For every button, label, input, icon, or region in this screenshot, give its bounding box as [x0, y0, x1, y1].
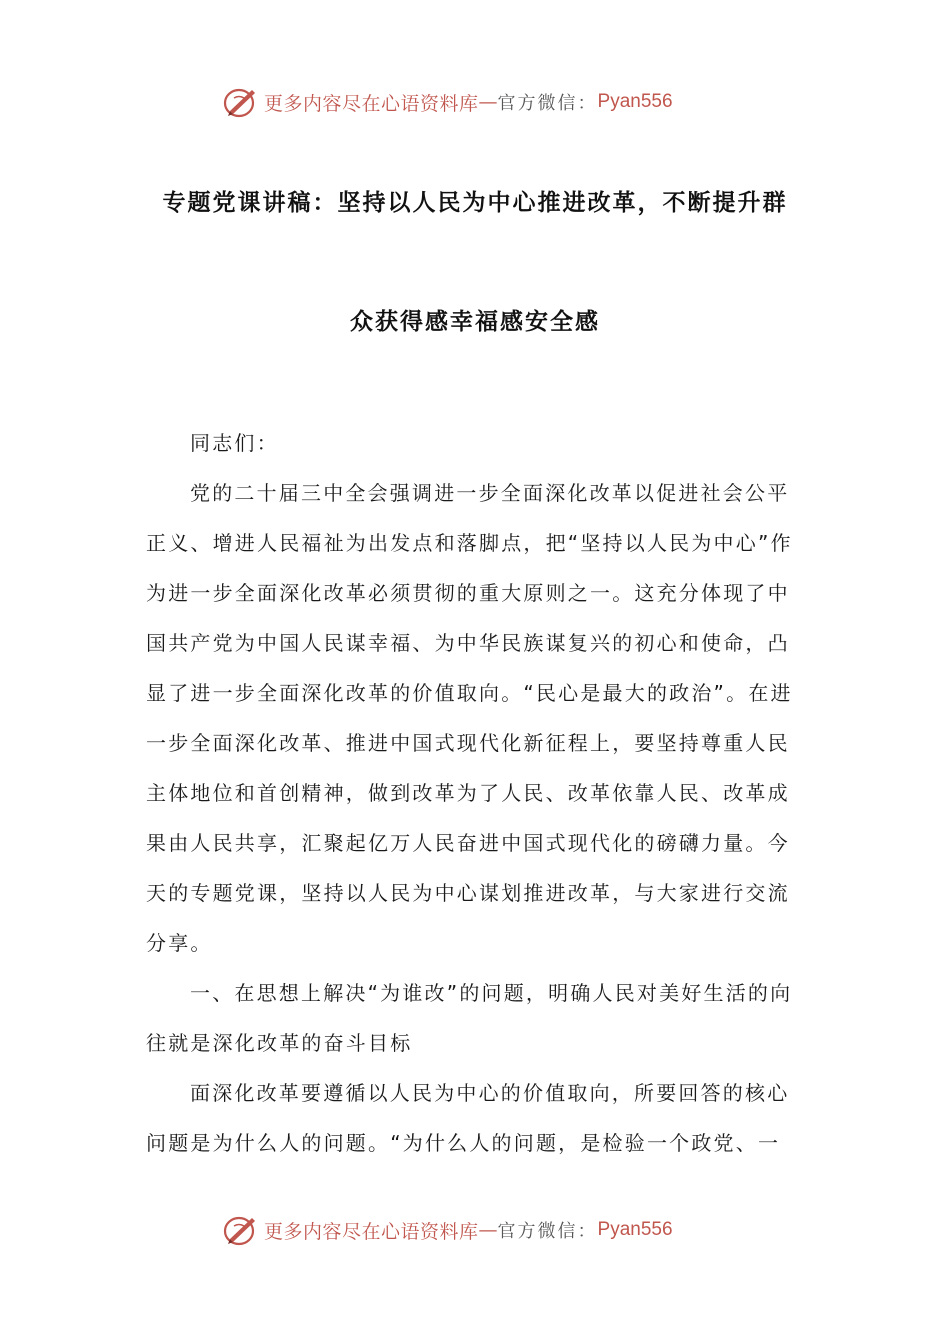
pen-logo-icon [222, 1212, 260, 1248]
banner-wechat-id: Pyan556 [597, 1219, 673, 1240]
banner-main-text: 更多内容尽在心语资料库 [264, 1220, 479, 1243]
banner-separator: — [478, 91, 498, 113]
header-banner [0, 82, 950, 122]
document-title-line2: 众获得感幸福感安全感 [350, 309, 600, 335]
banner-wechat-label: 官方微信： [497, 1221, 598, 1242]
banner-main-text: 更多内容尽在心语资料库 [264, 92, 479, 115]
pen-logo-icon [222, 84, 260, 120]
banner-separator: — [478, 1219, 498, 1241]
body-paragraph: 党的二十届三中全会强调进一步全面深化改革以促进社会公平正义、增进人民福祉为出发点和落脚点，把“坚持以人民为中心”作为进一步全面深化改革必须贯彻的重大原则之一。这充分体现了中国共产党为中国人民谋幸福、为中华民族谋复兴的初心和使命，凸显了进一步全面深化改革的价值取向。“民心是最大的政治”。在进一步全面深化改革、推进中国式现代化新征程上，要坚持尊重人民主体地位和首创精神，做到改革为了人民、改革依靠人民、改革成果由人民共享，汇聚起亿万人民奋进中国式现代化的磅礴力量。今天的专题党课，坚持以人民为中心谋划推进改革，与大家进行交流分享。 [146, 481, 793, 955]
footer-banner [0, 1210, 950, 1250]
document-body [146, 418, 806, 1168]
section-heading: 一、在思想上解决“为谁改”的问题，明确人民对美好生活的向往就是深化改革的奋斗目标 [146, 981, 793, 1055]
banner-wechat-label: 官方微信： [497, 93, 598, 114]
salutation: 同志们： [190, 431, 279, 455]
body-paragraph: 面深化改革要遵循以人民为中心的价值取向，所要回答的核心问题是为什么人的问题。“为什么人的问题，是检验一个政党、一 [146, 1081, 790, 1155]
document-title-line1: 专题党课讲稿：坚持以人民为中心推进改革，不断提升群 [162, 190, 788, 216]
banner-wechat-id: Pyan556 [597, 91, 673, 112]
